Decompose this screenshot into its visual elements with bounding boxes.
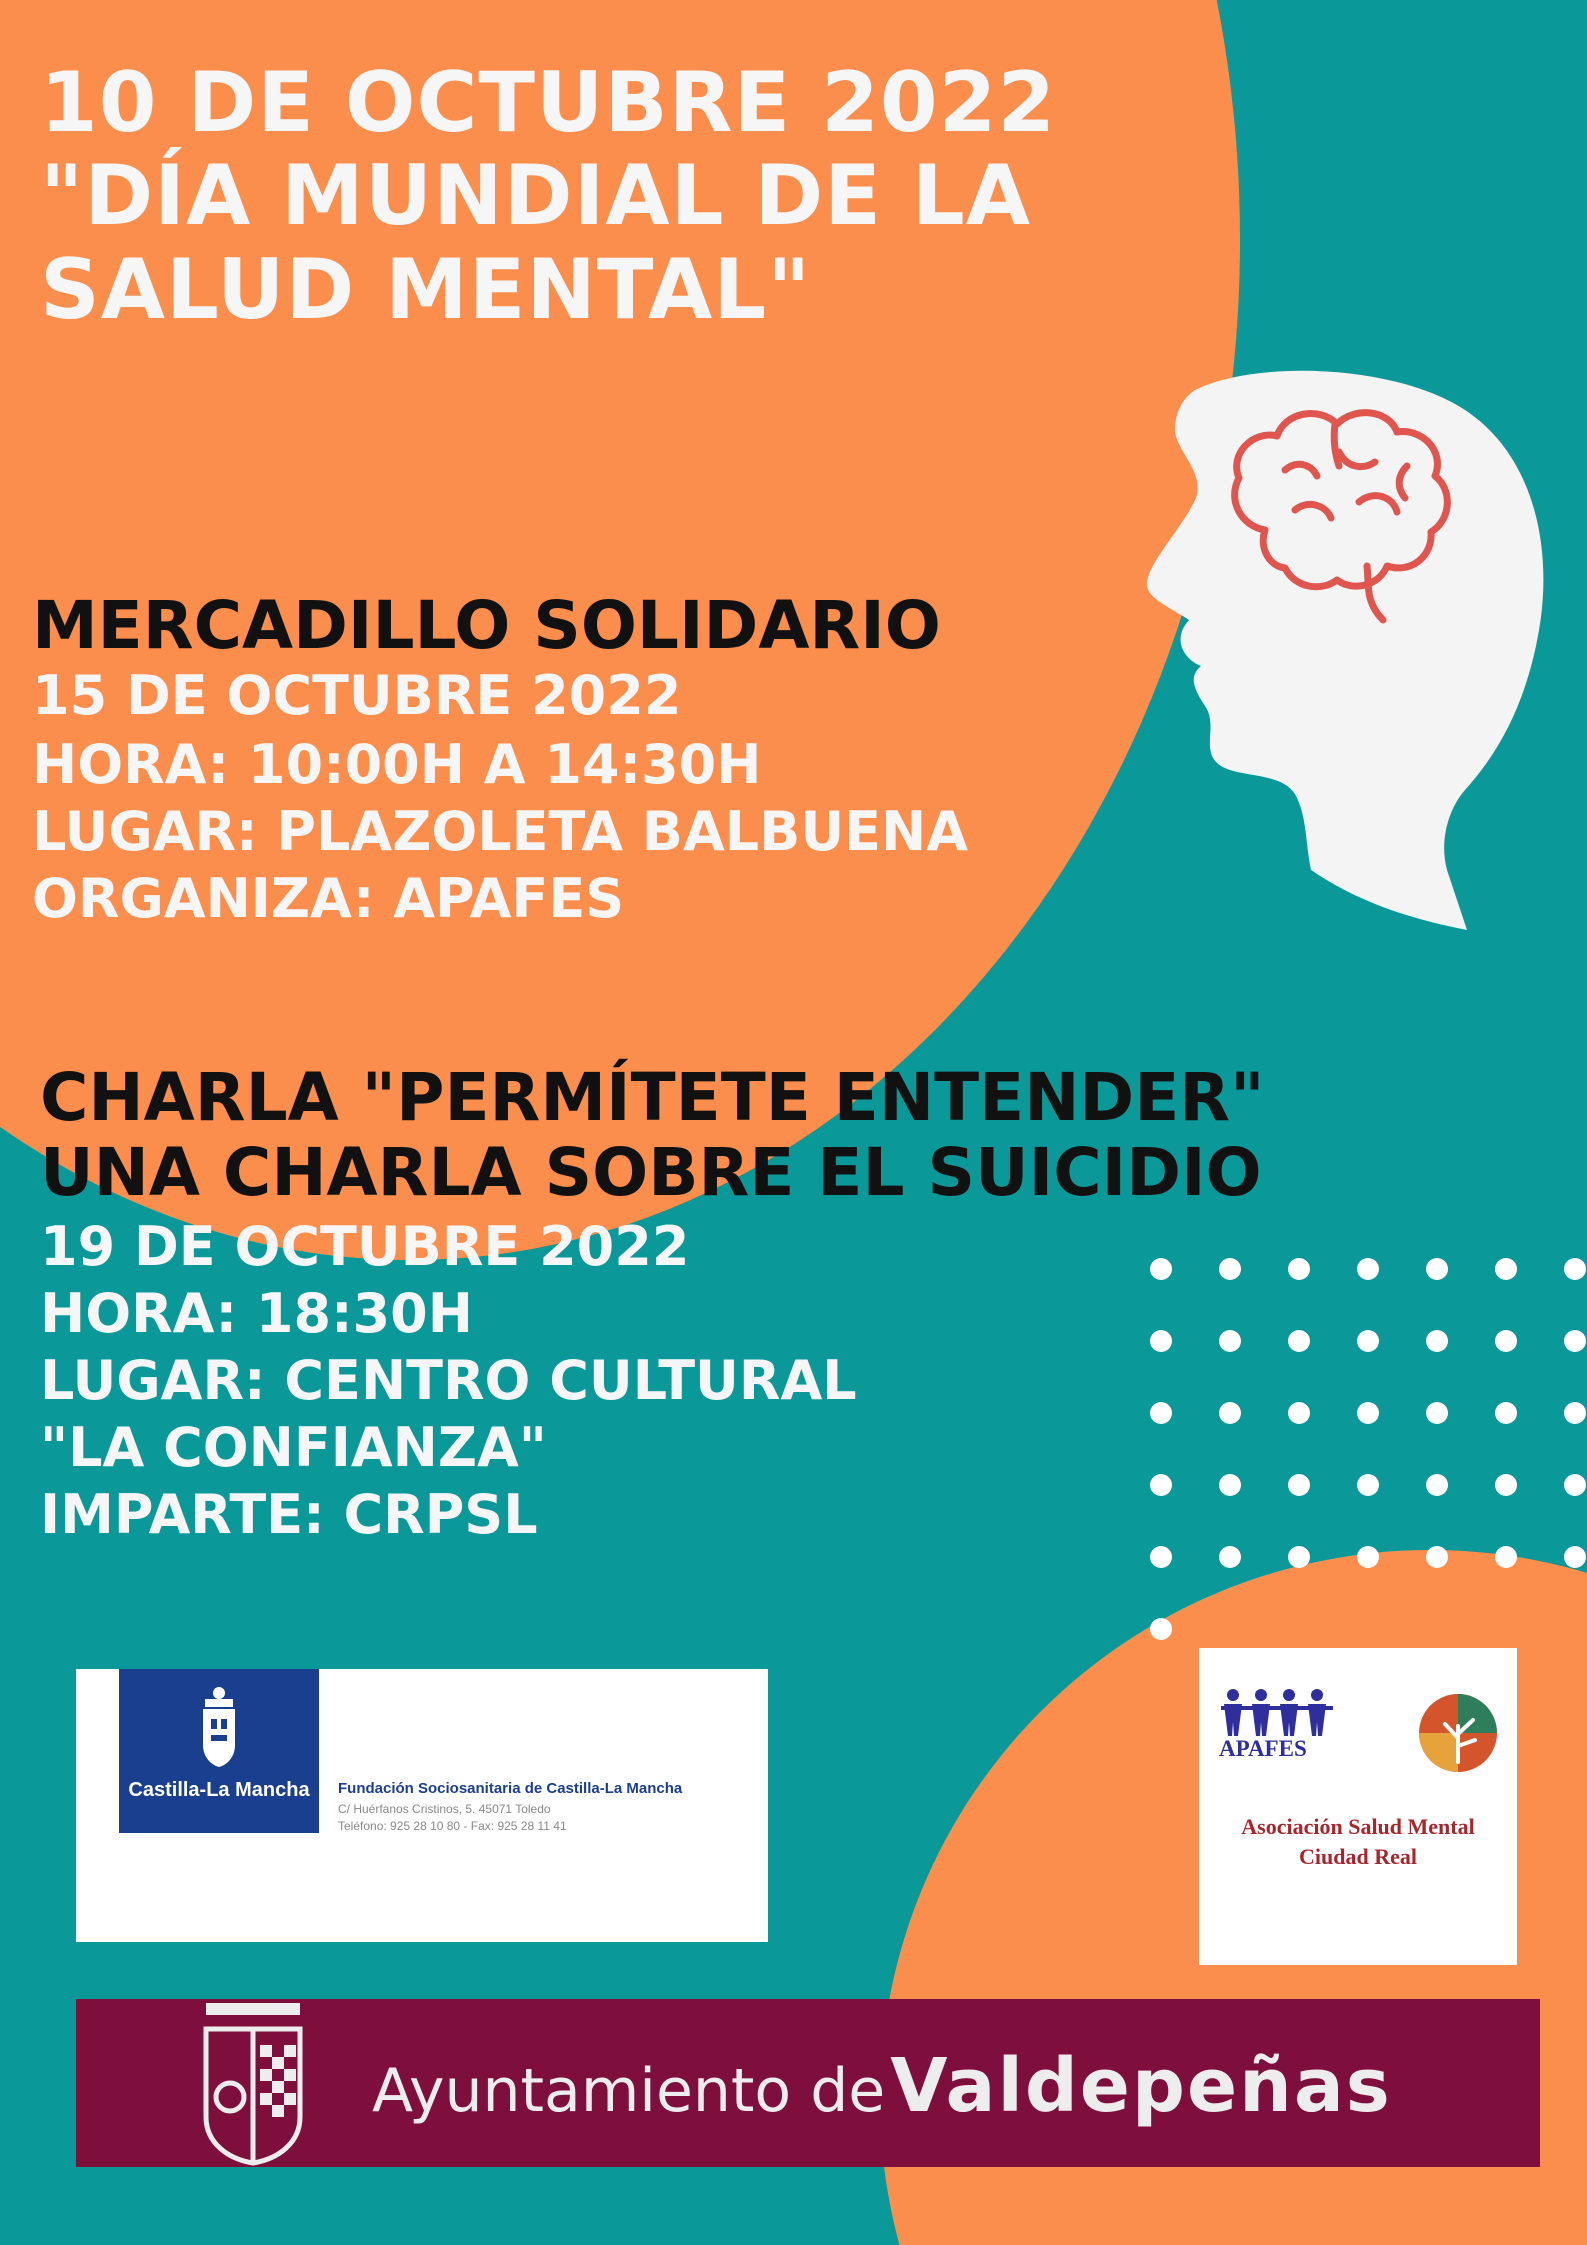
coat-of-arms-icon [119,1669,319,1779]
event2-speaker: IMPARTE: CRPSL [40,1483,538,1546]
castilla-la-mancha-emblem [119,1669,319,1833]
valdepenas-banner [76,1999,1540,2167]
event2-date: 19 DE OCTUBRE 2022 [40,1215,690,1278]
foundation-phone: Teléfono: 925 28 10 80 - Fax: 925 28 11 41 [338,1819,567,1833]
tree-circle-icon [1417,1692,1499,1774]
valdepenas-prefix: Ayuntamiento de [372,2056,886,2126]
association-line-1: Asociación Salud Mental [1241,1814,1475,1839]
foundation-name: Fundación Sociosanitaria de Castilla-La Mancha [338,1780,683,1797]
valdepenas-name: Valdepeñas [890,2043,1392,2129]
event1-heading: MERCADILLO SOLIDARIO [32,587,941,664]
people-chain-icon [1221,1688,1333,1738]
title-line-1: 10 DE OCTUBRE 2022 [40,54,1057,151]
association-line-2: Ciudad Real [1299,1844,1417,1869]
foundation-address: C/ Huérfanos Cristinos, 5. 45071 Toledo [338,1802,551,1816]
event2-place-line-1: LUGAR: CENTRO CULTURAL [40,1349,857,1412]
castilla-la-mancha-logo [76,1669,768,1942]
event2-place-line-2: "LA CONFIANZA" [40,1416,547,1479]
apafes-logo [1199,1648,1517,1965]
event2-heading-line-1: CHARLA "PERMÍTETE ENTENDER" [40,1059,1265,1136]
valdepenas-crest-icon [188,1999,318,2167]
title-line-3: SALUD MENTAL" [40,241,812,338]
valdepenas-title [372,2043,1392,2129]
event1-date: 15 DE OCTUBRE 2022 [32,664,682,727]
event1-place: LUGAR: PLAZOLETA BALBUENA [32,800,969,863]
title-line-2: "DÍA MUNDIAL DE LA [40,147,1032,244]
head-with-brain-icon [1135,370,1555,930]
event2-heading-line-2: UNA CHARLA SOBRE EL SUICIDIO [40,1134,1262,1211]
event1-time: HORA: 10:00H A 14:30H [32,733,762,796]
event1-organizer: ORGANIZA: APAFES [32,867,625,930]
castilla-la-mancha-name: Castilla-La Mancha [128,1779,310,1801]
apafes-name: APAFES [1219,1736,1307,1761]
event2-time: HORA: 18:30H [40,1282,473,1345]
